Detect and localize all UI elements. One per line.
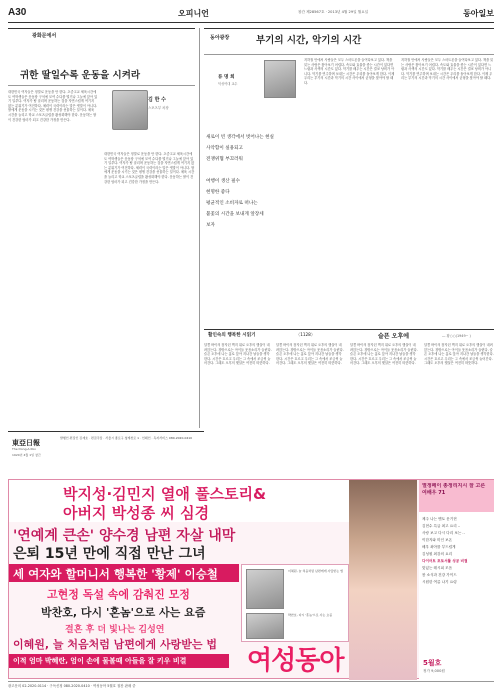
footer-text: 광고문의 02-2020-0114 · 구독신청 080-2020-0410 · 여성동아 5월호 절찬 판매 중 (8, 684, 136, 688)
section-name: 오피니언 (178, 9, 209, 18)
headline-rule (8, 85, 195, 86)
magazine-logo: 여성동아 (247, 646, 344, 676)
author-photo (112, 90, 148, 148)
author-block (204, 58, 299, 128)
ad-side-panel (419, 480, 494, 680)
pullquote-line: 불꽃의 시간을 보내게 앞장세 (206, 212, 264, 217)
ad-cover-model-image (349, 480, 417, 680)
ad-side-list (422, 516, 492, 586)
poem-label: 활인숙의 행복한 시읽기 (208, 333, 256, 338)
masthead (8, 431, 204, 477)
ad-side-item: 시원한 여름 나기 요령 (422, 580, 457, 584)
ad-feature-3: 세 여자와 할머니서 행복한 '황제' 이승철 (13, 567, 218, 581)
ad-top-banner (9, 480, 369, 522)
poem-body-a: 달콤 바이의 잠자던 벽지 위로 오후의 햇살이 내려앉는다. 창밖으로는 아이들 웃음소리가 들린다. 슬픈 오후에 나는 홀로 앉아 지나간 날들을 생각한다. 시간은 흐르고 우리는 그 속에서 조금씩 늙어간다. 그래도 오후의 햇살은 여전히 따뜻하다. (204, 343, 272, 366)
ad-side-item: 다이어트 포토서툴 성공 비결 (422, 559, 468, 563)
ad-side-item: 배우 최아를 부드럽게 (422, 545, 456, 549)
masthead-logo-en: The Dong-A Ilbo (12, 447, 36, 451)
ad-side-item: 제주 나는 멘토 문기현 (422, 517, 457, 521)
author-title: 덕성여대 교수 (218, 82, 238, 86)
pullquote-line: 여행이 생산 필수 (206, 179, 240, 184)
masthead-info: 발행인·편집인 김재호 · 편집국장 · 서울시 종로구 청계천로 1 · 인쇄인 · 독자서비스 080-2020-0410 (60, 436, 193, 440)
footer-strip (8, 681, 494, 689)
pullquote (206, 132, 299, 322)
page-header (8, 4, 494, 22)
masthead-logo: 東亞日報 (12, 438, 40, 447)
ad-side-header (419, 480, 494, 512)
header-rule (8, 22, 494, 23)
ad-headline-1: 박지성·김민지 열애 풀스토리& (63, 485, 267, 503)
author-name: 류 명 희 (218, 75, 235, 80)
poem-title: 슬픈 오후에 (378, 333, 410, 340)
pullquote-line: 보자 (206, 223, 215, 228)
column-headline: 귀한 딸일수록 운동을 시켜라 (20, 70, 141, 81)
ad-inset-text: 이혜원, 늘 처음처럼 남편에게 사랑받는 법 (288, 569, 343, 573)
ad-price: 정가 9,000원 (423, 669, 445, 673)
ad-feature-7: 이혜원, 늘 처음처럼 남편에게 사랑받는 법 (13, 638, 217, 651)
magazine-advertisement[interactable] (8, 479, 494, 679)
ad-feature-2: 은퇴 15년 만에 직접 만난 그녀 (13, 546, 206, 562)
ad-inset-panel (241, 564, 349, 642)
ad-side-item: 사랑 보고 다시 다리 보는 .. (422, 531, 465, 535)
ad-side-item: 김성원 최강의 요리 (422, 552, 453, 556)
pullquote-line: 현명한 좋다 (206, 190, 230, 195)
pullquote-line: 새로이 빈 생각에서 벗어나는 현실 (206, 135, 274, 140)
column-gwanghwamun (8, 28, 195, 428)
ad-inset-photo-2 (246, 613, 284, 639)
ad-inset-photo (246, 569, 284, 609)
poem-body-b: 달콤 바이의 잠자던 벽지 위로 오후의 햇살이 내려앉는다. 창밖으로는 아이들 웃음소리가 들린다. 슬픈 오후에 나는 홀로 앉아 지나간 날들을 생각한다. 시간은 흐르고 우리는 그 속에서 조금씩 늙어간다. 그래도 오후의 햇살은 여전히 따뜻하다. (276, 343, 344, 366)
column-body-left: 대한민국 여자들은 정말로 운동을 안 한다. 초중고교 체육시간에도 여학생들은 운동장 구석에 모여 수다를 떨거나 그늘에 앉아 있기 일쑤다. 여자가 땀 흘리며 운동하는 것을 자연스럽게 여기지 않는 분위기가 여전하다. 체력이 국력이라는 말은 옛말이 아니다. 딸에게 운동을 시키는 것은 평생 건강을 선물하는 일이다. 체육 시간을 늘리고 학교 스포츠클럽을 활성화해야 한다. 운동하는 딸이 건강한 엄마가 되고 건강한 가정을 만든다. (8, 90, 98, 122)
ad-feature-5: 박찬호, 다시 '혼놈'으로 사는 요즘 (41, 606, 206, 619)
pullquote-line: 사악함이 실용되고 (206, 146, 243, 151)
ad-feature-4: 고현정 독설 속에 감춰진 모정 (47, 588, 190, 601)
poem-series-no: 〈1128〉 (296, 332, 316, 337)
column-label-box (8, 28, 195, 42)
column-donga-square (204, 28, 494, 328)
column-body-right: 대한민국 여자들은 정말로 운동을 안 한다. 초중고교 체육시간에도 여학생들은 운동장 구석에 모여 수다를 떨거나 그늘에 앉아 있기 일쑤다. 여자가 땀 흘리며 운동하는 것을 자연스럽게 여기지 않는 분위기가 여전하다. 체력이 국력이라는 말은 옛말이 아니다. 딸에게 운동을 시키는 것은 평생 건강을 선물하는 일이다. 체육 시간을 늘리고 학교 스포츠클럽을 활성화해야 한다. 운동하는 딸이 건강한 엄마가 되고 건강한 가정을 만든다. (104, 152, 195, 184)
column-divider (199, 28, 200, 428)
ad-feature-1: '연예계 큰손' 양수경 남편 자살 내막 (13, 528, 236, 544)
ad-feature-6: 결혼 후 더 빛나는 김성연 (65, 625, 165, 635)
ad-magazine-issue: 5월호 (423, 659, 442, 667)
poem-body-d: 달콤 바이의 잠자던 벽지 위로 오후의 햇살이 내려앉는다. 창밖으로는 아이들 웃음소리가 들린다. 슬픈 오후에 나는 홀로 앉아 지나간 날들을 생각한다. 시간은 흐르고 우리는 그 속에서 조금씩 늙어간다. 그래도 오후의 햇살은 여전히 따뜻하다. (424, 343, 494, 366)
poem-body-c: 달콤 바이의 잠자던 벽지 위로 오후의 햇살이 내려앉는다. 창밖으로는 아이들 웃음소리가 들린다. 슬픈 오후에 나는 홀로 앉아 지나간 날들을 생각한다. 시간은 흐르고 우리는 그 속에서 조금씩 늙어간다. 그래도 오후의 햇살은 여전히 따뜻하다. (350, 343, 418, 366)
paper-name: 동아일보 (463, 9, 494, 18)
column-label-box (204, 28, 494, 54)
ad-feature-8: 이적 엄마 박혜란, 엄이 손에 물볼때 아들을 잘 키우 비결 (13, 657, 187, 665)
column-headline: 부기의 시간, 악기의 시간 (256, 35, 362, 46)
poem-top-rule (204, 329, 494, 330)
headline-rule (204, 54, 494, 55)
ad-inset-text-2: 박찬호, 다시 '혼놈'으로 사는 요즘 (288, 613, 333, 617)
author-name: 김 한 수 (148, 97, 166, 103)
author-portrait-image (264, 60, 296, 98)
column-label: 동아광장 (210, 35, 230, 41)
date-line: 창간 제28567호 · 2013년 4월 29일 월요일 (298, 10, 369, 14)
masthead-founded: 1920년 4월 1일 창간 (12, 453, 41, 457)
pullquote-line: 전쟁위협 부끄러워 (206, 157, 243, 162)
ad-feature-3-box (9, 564, 239, 582)
ad-side-item: 이한지와 미인 보온 (422, 538, 453, 542)
column-label: 광화문에서 (32, 33, 57, 39)
pullquote-line (206, 165, 299, 176)
ad-side-item: 봄 소식과 건강 가이드 (422, 573, 457, 577)
author-title: 스포츠부 차장 (148, 106, 169, 110)
column-poem (204, 329, 494, 429)
column-body-b: 지하철 안에서 사람들은 모두 스마트폰을 들여다보고 있다. 책을 읽는 사람은 찾아보기 어렵다. 속도와 효율을 좇는 시간이 있다면 느림과 사색의 시간도 있다. 악기를 배우는 시간은 결코 낭비가 아니다. 악기를 연주하며 보내는 시간은 우리를 돌아보게 한다. 이제 우리는 부기의 시간과 악기의 시간 사이에서 균형을 찾아야 할 때다. (401, 58, 494, 81)
ad-headline-2: 아버지 박성종 씨 심경 (63, 504, 210, 522)
ad-side-top-text: 열정페이 총정리지시 잘 고른 여배우 71 (422, 483, 486, 496)
pullquote-line: 평균적인 소비자로 떠나는 (206, 201, 258, 206)
ad-side-item: 맛있는 레시피 모음 (422, 566, 453, 570)
poet-name: ― 황○○(1949~ ) (442, 334, 471, 338)
ad-side-item: 김현수 특급 최고 요리 .. (422, 524, 461, 528)
page-number: A30 (8, 7, 27, 18)
author-portrait-image (112, 90, 148, 130)
column-body-a: 지하철 안에서 사람들은 모두 스마트폰을 들여다보고 있다. 책을 읽는 사람은 찾아보기 어렵다. 속도와 효율을 좇는 시간이 있다면 느림과 사색의 시간도 있다. 악기를 배우는 시간은 결코 낭비가 아니다. 악기를 연주하며 보내는 시간은 우리를 돌아보게 한다. 이제 우리는 부기의 시간과 악기의 시간 사이에서 균형을 찾아야 할 때다. (304, 58, 395, 85)
ad-feature-8-box (9, 654, 229, 668)
